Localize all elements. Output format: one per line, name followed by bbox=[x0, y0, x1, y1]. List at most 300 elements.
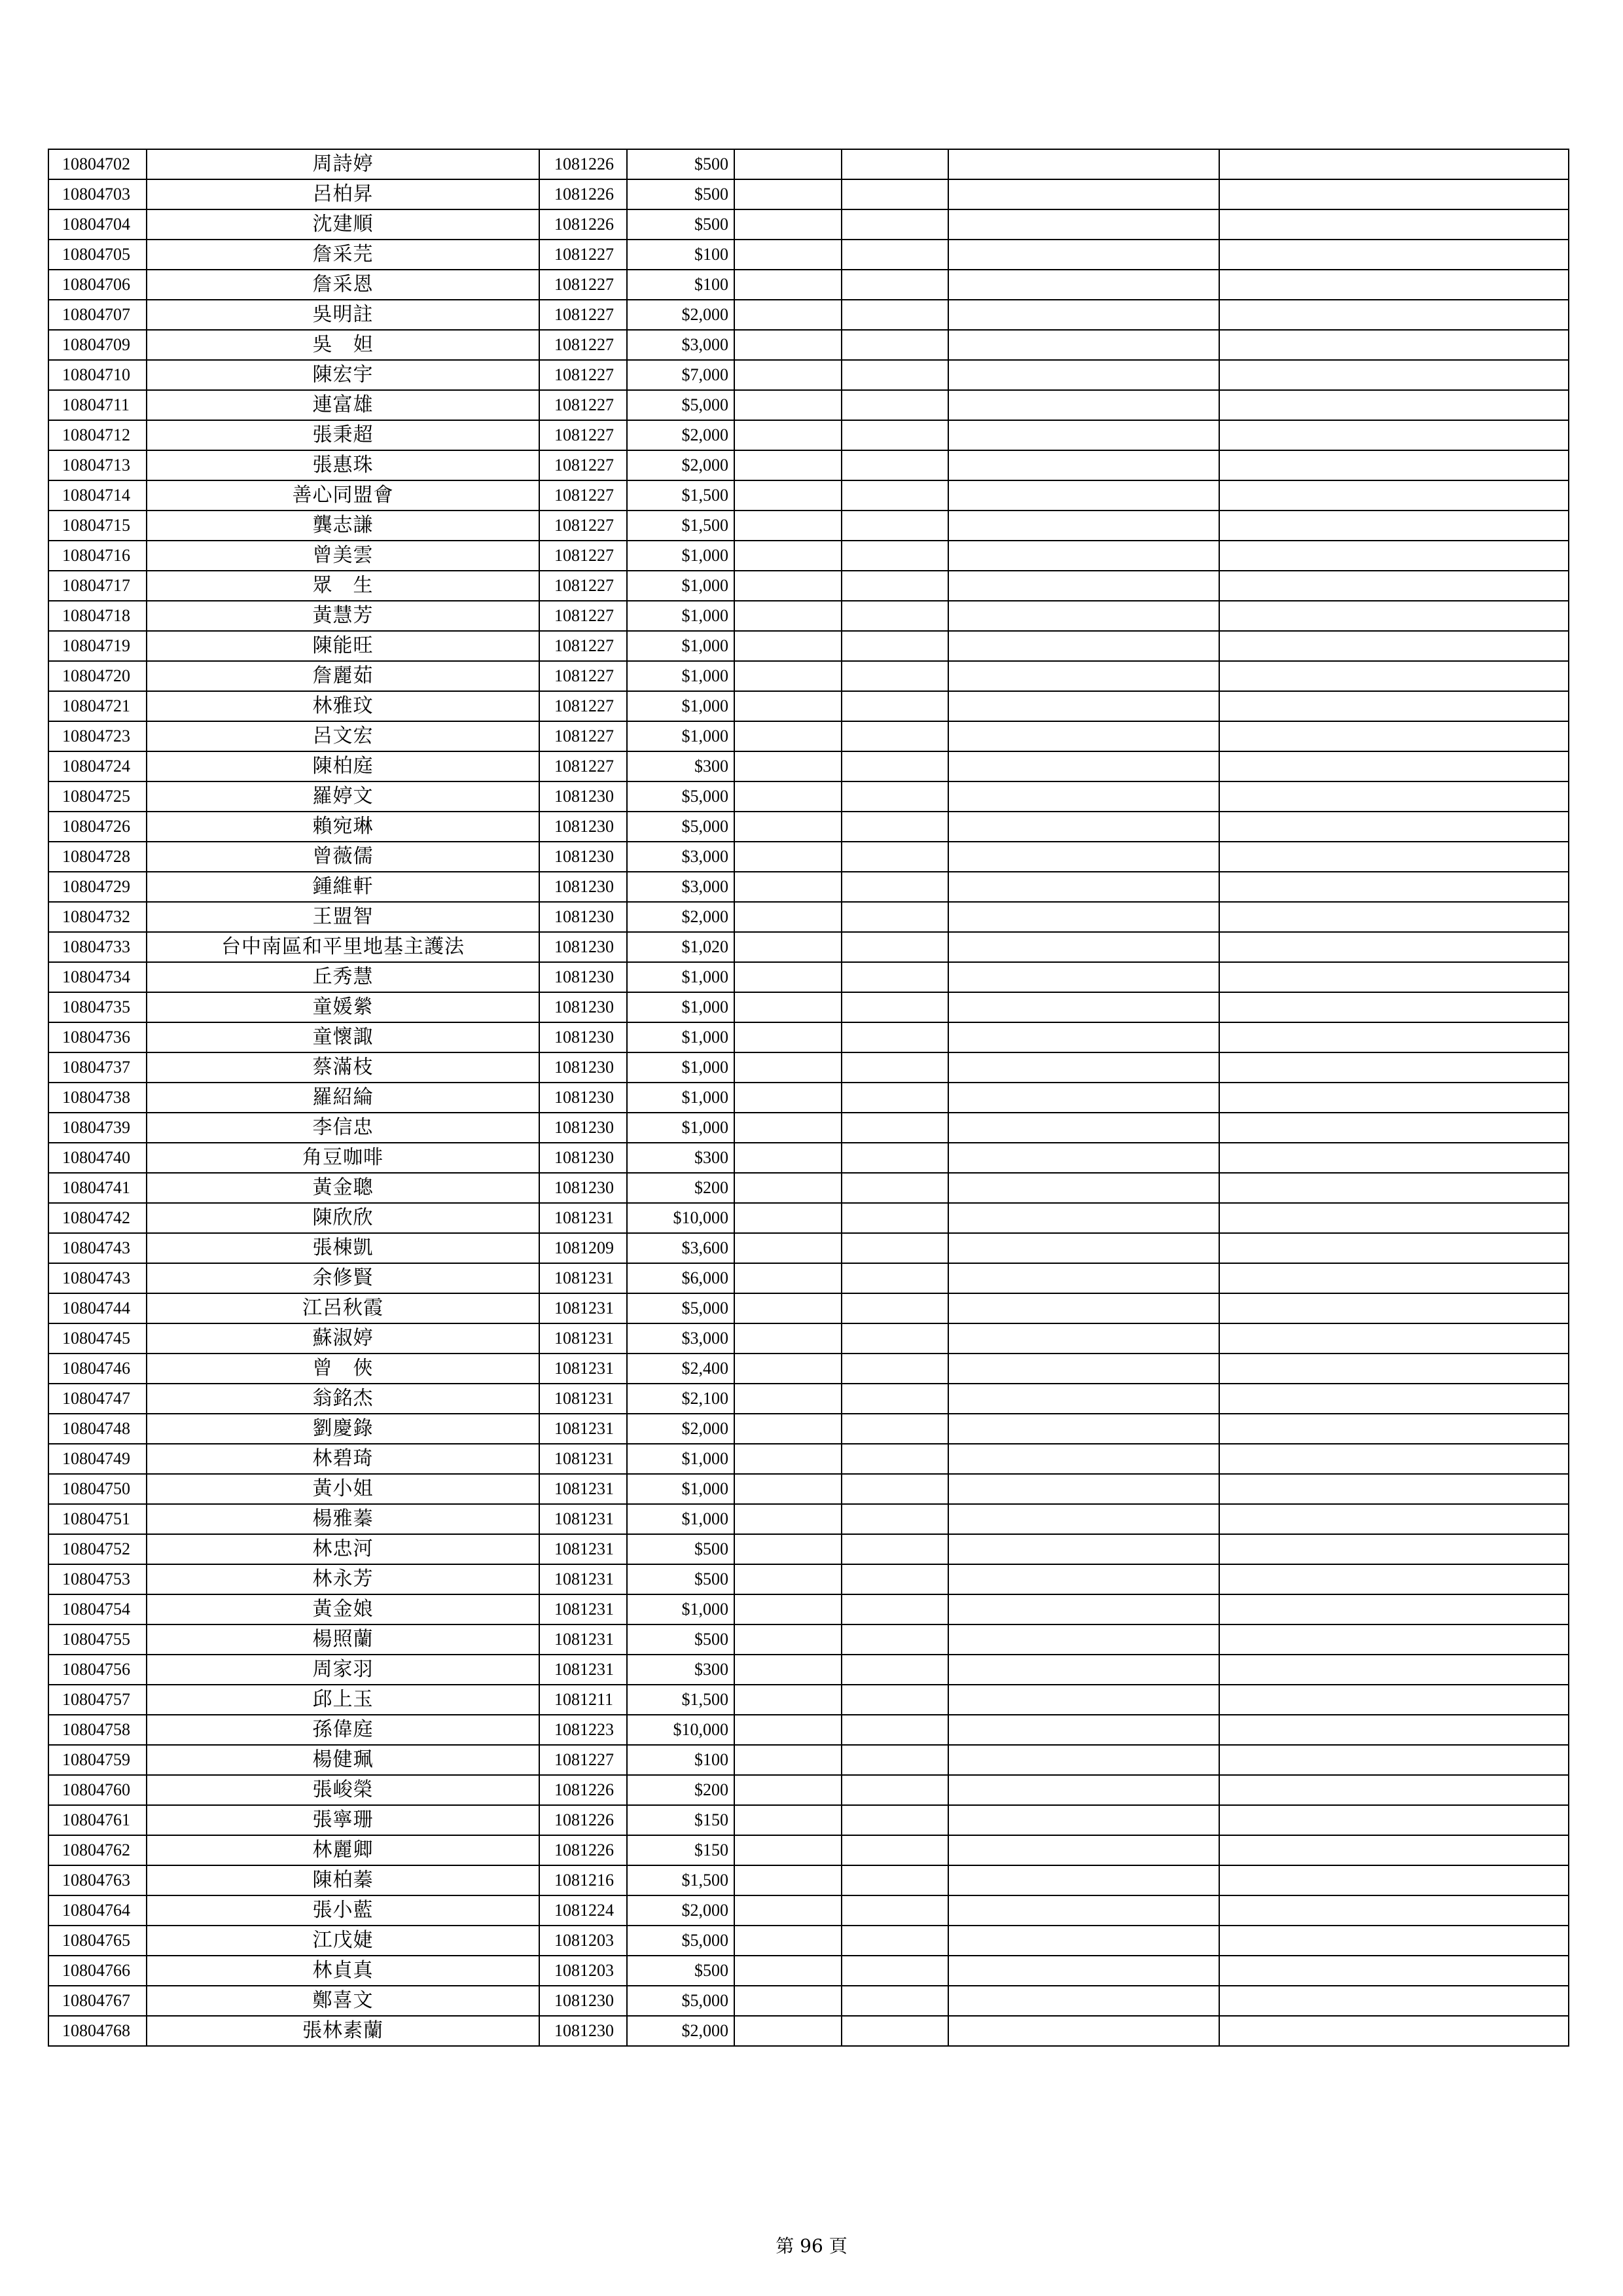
empty-cell bbox=[1219, 1143, 1569, 1173]
donation-date-cell: 1081226 bbox=[539, 1805, 627, 1835]
table-row bbox=[48, 812, 1569, 842]
receipt-number-cell: 10804712 bbox=[48, 420, 147, 450]
table-row bbox=[48, 962, 1569, 992]
empty-cell bbox=[948, 1865, 1219, 1895]
donation-date-cell: 1081230 bbox=[539, 1083, 627, 1113]
empty-cell bbox=[842, 1956, 948, 1986]
donor-name-cell: 李信忠 bbox=[147, 1113, 539, 1143]
receipt-number-cell: 10804759 bbox=[48, 1745, 147, 1775]
empty-cell bbox=[1219, 1655, 1569, 1685]
table-row bbox=[48, 300, 1569, 330]
receipt-number-cell: 10804751 bbox=[48, 1504, 147, 1534]
empty-cell bbox=[948, 661, 1219, 691]
empty-cell bbox=[1219, 1444, 1569, 1474]
empty-cell bbox=[948, 1143, 1219, 1173]
empty-cell bbox=[842, 962, 948, 992]
empty-cell bbox=[1219, 661, 1569, 691]
empty-cell bbox=[734, 1323, 842, 1354]
empty-cell bbox=[948, 1715, 1219, 1745]
donation-date-cell: 1081227 bbox=[539, 270, 627, 300]
donor-name-cell: 陳欣欣 bbox=[147, 1203, 539, 1233]
donor-name-cell: 楊照蘭 bbox=[147, 1624, 539, 1655]
empty-cell bbox=[948, 541, 1219, 571]
empty-cell bbox=[948, 1384, 1219, 1414]
donation-date-cell: 1081227 bbox=[539, 661, 627, 691]
empty-cell bbox=[734, 1745, 842, 1775]
donor-name-cell: 林貞真 bbox=[147, 1956, 539, 1986]
empty-cell bbox=[842, 270, 948, 300]
donation-date-cell: 1081227 bbox=[539, 751, 627, 781]
donor-name-cell: 張棟凱 bbox=[147, 1233, 539, 1263]
table-row bbox=[48, 1203, 1569, 1233]
table-row bbox=[48, 1926, 1569, 1956]
empty-cell bbox=[734, 1143, 842, 1173]
donor-name-cell: 張寧珊 bbox=[147, 1805, 539, 1835]
empty-cell bbox=[734, 1414, 842, 1444]
empty-cell bbox=[842, 1384, 948, 1414]
donor-name-cell: 呂柏昇 bbox=[147, 179, 539, 209]
donor-name-cell: 黃金聰 bbox=[147, 1173, 539, 1203]
empty-cell bbox=[734, 962, 842, 992]
empty-cell bbox=[948, 1022, 1219, 1052]
donation-date-cell: 1081231 bbox=[539, 1504, 627, 1534]
table-row bbox=[48, 330, 1569, 360]
donor-name-cell: 羅紹綸 bbox=[147, 1083, 539, 1113]
donor-name-cell: 邱上玉 bbox=[147, 1685, 539, 1715]
empty-cell bbox=[734, 541, 842, 571]
empty-cell bbox=[1219, 631, 1569, 661]
donor-name-cell: 曾薇儒 bbox=[147, 842, 539, 872]
empty-cell bbox=[1219, 240, 1569, 270]
donor-name-cell: 丘秀慧 bbox=[147, 962, 539, 992]
donation-date-cell: 1081230 bbox=[539, 1143, 627, 1173]
receipt-number-cell: 10804755 bbox=[48, 1624, 147, 1655]
empty-cell bbox=[734, 480, 842, 511]
donor-name-cell: 童懷諏 bbox=[147, 1022, 539, 1052]
donation-date-cell: 1081227 bbox=[539, 240, 627, 270]
donation-amount-cell: $200 bbox=[627, 1173, 734, 1203]
donation-amount-cell: $10,000 bbox=[627, 1203, 734, 1233]
table-row bbox=[48, 480, 1569, 511]
empty-cell bbox=[734, 1564, 842, 1594]
donation-amount-cell: $2,000 bbox=[627, 300, 734, 330]
table-row bbox=[48, 902, 1569, 932]
table-row bbox=[48, 1052, 1569, 1083]
empty-cell bbox=[1219, 179, 1569, 209]
donation-date-cell: 1081230 bbox=[539, 812, 627, 842]
empty-cell bbox=[734, 1444, 842, 1474]
donation-amount-cell: $1,000 bbox=[627, 1504, 734, 1534]
donor-name-cell: 林碧琦 bbox=[147, 1444, 539, 1474]
donor-name-cell: 翁銘杰 bbox=[147, 1384, 539, 1414]
empty-cell bbox=[734, 1263, 842, 1293]
empty-cell bbox=[1219, 360, 1569, 390]
empty-cell bbox=[734, 270, 842, 300]
empty-cell bbox=[734, 1835, 842, 1865]
donor-name-cell: 張林素蘭 bbox=[147, 2016, 539, 2046]
donation-amount-cell: $5,000 bbox=[627, 812, 734, 842]
receipt-number-cell: 10804706 bbox=[48, 270, 147, 300]
empty-cell bbox=[842, 1263, 948, 1293]
receipt-number-cell: 10804705 bbox=[48, 240, 147, 270]
empty-cell bbox=[842, 691, 948, 721]
donation-amount-cell: $2,000 bbox=[627, 1414, 734, 1444]
receipt-number-cell: 10804716 bbox=[48, 541, 147, 571]
empty-cell bbox=[842, 812, 948, 842]
donor-name-cell: 陳柏蓁 bbox=[147, 1865, 539, 1895]
table-row bbox=[48, 1233, 1569, 1263]
receipt-number-cell: 10804714 bbox=[48, 480, 147, 511]
empty-cell bbox=[948, 1504, 1219, 1534]
donation-amount-cell: $2,000 bbox=[627, 902, 734, 932]
donation-amount-cell: $1,000 bbox=[627, 1052, 734, 1083]
empty-cell bbox=[948, 1083, 1219, 1113]
empty-cell bbox=[948, 1052, 1219, 1083]
empty-cell bbox=[842, 1926, 948, 1956]
empty-cell bbox=[734, 360, 842, 390]
empty-cell bbox=[948, 1926, 1219, 1956]
receipt-number-cell: 10804737 bbox=[48, 1052, 147, 1083]
donation-table-body bbox=[48, 149, 1569, 2046]
empty-cell bbox=[948, 812, 1219, 842]
donor-name-cell: 蔡滿枝 bbox=[147, 1052, 539, 1083]
donor-name-cell: 周詩婷 bbox=[147, 149, 539, 179]
empty-cell bbox=[842, 1685, 948, 1715]
donation-amount-cell: $1,000 bbox=[627, 1594, 734, 1624]
receipt-number-cell: 10804739 bbox=[48, 1113, 147, 1143]
receipt-number-cell: 10804754 bbox=[48, 1594, 147, 1624]
empty-cell bbox=[948, 932, 1219, 962]
donation-date-cell: 1081227 bbox=[539, 480, 627, 511]
donation-date-cell: 1081231 bbox=[539, 1655, 627, 1685]
donation-date-cell: 1081224 bbox=[539, 1895, 627, 1926]
empty-cell bbox=[1219, 511, 1569, 541]
receipt-number-cell: 10804707 bbox=[48, 300, 147, 330]
empty-cell bbox=[734, 1233, 842, 1263]
empty-cell bbox=[1219, 1323, 1569, 1354]
donation-date-cell: 1081203 bbox=[539, 1956, 627, 1986]
empty-cell bbox=[948, 1594, 1219, 1624]
empty-cell bbox=[1219, 1715, 1569, 1745]
donation-date-cell: 1081227 bbox=[539, 300, 627, 330]
receipt-number-cell: 10804718 bbox=[48, 601, 147, 631]
receipt-number-cell: 10804702 bbox=[48, 149, 147, 179]
empty-cell bbox=[842, 360, 948, 390]
empty-cell bbox=[734, 661, 842, 691]
empty-cell bbox=[734, 1715, 842, 1745]
empty-cell bbox=[1219, 1775, 1569, 1805]
empty-cell bbox=[1219, 209, 1569, 240]
empty-cell bbox=[734, 2016, 842, 2046]
empty-cell bbox=[948, 1173, 1219, 1203]
donation-date-cell: 1081211 bbox=[539, 1685, 627, 1715]
donation-amount-cell: $1,000 bbox=[627, 721, 734, 751]
receipt-number-cell: 10804745 bbox=[48, 1323, 147, 1354]
empty-cell bbox=[948, 1986, 1219, 2016]
receipt-number-cell: 10804760 bbox=[48, 1775, 147, 1805]
empty-cell bbox=[948, 240, 1219, 270]
empty-cell bbox=[948, 781, 1219, 812]
empty-cell bbox=[842, 1624, 948, 1655]
empty-cell bbox=[734, 1083, 842, 1113]
empty-cell bbox=[734, 1895, 842, 1926]
empty-cell bbox=[948, 1805, 1219, 1835]
empty-cell bbox=[1219, 1414, 1569, 1444]
receipt-number-cell: 10804766 bbox=[48, 1956, 147, 1986]
table-row bbox=[48, 420, 1569, 450]
empty-cell bbox=[1219, 932, 1569, 962]
donation-date-cell: 1081231 bbox=[539, 1474, 627, 1504]
empty-cell bbox=[948, 1956, 1219, 1986]
donor-name-cell: 童媛縈 bbox=[147, 992, 539, 1022]
empty-cell bbox=[842, 872, 948, 902]
donation-amount-cell: $500 bbox=[627, 1564, 734, 1594]
donation-amount-cell: $2,000 bbox=[627, 1895, 734, 1926]
donation-amount-cell: $200 bbox=[627, 1775, 734, 1805]
empty-cell bbox=[1219, 1474, 1569, 1504]
donor-name-cell: 張峻榮 bbox=[147, 1775, 539, 1805]
table-row bbox=[48, 149, 1569, 179]
table-row bbox=[48, 721, 1569, 751]
donor-name-cell: 周家羽 bbox=[147, 1655, 539, 1685]
empty-cell bbox=[734, 721, 842, 751]
empty-cell bbox=[842, 1564, 948, 1594]
empty-cell bbox=[948, 1414, 1219, 1444]
empty-cell bbox=[734, 1534, 842, 1564]
donation-date-cell: 1081230 bbox=[539, 781, 627, 812]
empty-cell bbox=[842, 1655, 948, 1685]
donation-date-cell: 1081226 bbox=[539, 179, 627, 209]
donor-name-cell: 詹采恩 bbox=[147, 270, 539, 300]
empty-cell bbox=[1219, 1956, 1569, 1986]
donation-amount-cell: $300 bbox=[627, 751, 734, 781]
empty-cell bbox=[1219, 1745, 1569, 1775]
receipt-number-cell: 10804728 bbox=[48, 842, 147, 872]
donation-amount-cell: $500 bbox=[627, 179, 734, 209]
empty-cell bbox=[842, 1143, 948, 1173]
receipt-number-cell: 10804761 bbox=[48, 1805, 147, 1835]
table-row bbox=[48, 1594, 1569, 1624]
receipt-number-cell: 10804764 bbox=[48, 1895, 147, 1926]
receipt-number-cell: 10804721 bbox=[48, 691, 147, 721]
donation-amount-cell: $1,000 bbox=[627, 571, 734, 601]
donor-name-cell: 眾 生 bbox=[147, 571, 539, 601]
donor-name-cell: 台中南區和平里地基主護法 bbox=[147, 932, 539, 962]
empty-cell bbox=[734, 1354, 842, 1384]
empty-cell bbox=[842, 902, 948, 932]
empty-cell bbox=[1219, 450, 1569, 480]
empty-cell bbox=[1219, 902, 1569, 932]
empty-cell bbox=[948, 1624, 1219, 1655]
table-row bbox=[48, 631, 1569, 661]
empty-cell bbox=[1219, 751, 1569, 781]
receipt-number-cell: 10804742 bbox=[48, 1203, 147, 1233]
empty-cell bbox=[734, 1052, 842, 1083]
empty-cell bbox=[1219, 1835, 1569, 1865]
table-row bbox=[48, 1775, 1569, 1805]
empty-cell bbox=[842, 601, 948, 631]
empty-cell bbox=[734, 1022, 842, 1052]
empty-cell bbox=[734, 450, 842, 480]
donor-name-cell: 吳明註 bbox=[147, 300, 539, 330]
table-row bbox=[48, 209, 1569, 240]
donation-amount-cell: $1,000 bbox=[627, 992, 734, 1022]
donation-date-cell: 1081230 bbox=[539, 962, 627, 992]
donor-name-cell: 善心同盟會 bbox=[147, 480, 539, 511]
table-row bbox=[48, 1384, 1569, 1414]
empty-cell bbox=[948, 330, 1219, 360]
empty-cell bbox=[948, 1113, 1219, 1143]
table-row bbox=[48, 932, 1569, 962]
table-row bbox=[48, 1835, 1569, 1865]
empty-cell bbox=[842, 209, 948, 240]
empty-cell bbox=[842, 1173, 948, 1203]
donation-date-cell: 1081231 bbox=[539, 1293, 627, 1323]
donor-name-cell: 林永芳 bbox=[147, 1564, 539, 1594]
empty-cell bbox=[1219, 1805, 1569, 1835]
empty-cell bbox=[842, 1203, 948, 1233]
empty-cell bbox=[734, 1624, 842, 1655]
table-row bbox=[48, 1143, 1569, 1173]
empty-cell bbox=[842, 1775, 948, 1805]
donation-amount-cell: $2,100 bbox=[627, 1384, 734, 1414]
empty-cell bbox=[842, 149, 948, 179]
empty-cell bbox=[842, 1113, 948, 1143]
receipt-number-cell: 10804717 bbox=[48, 571, 147, 601]
empty-cell bbox=[734, 601, 842, 631]
empty-cell bbox=[842, 2016, 948, 2046]
empty-cell bbox=[842, 1233, 948, 1263]
donor-name-cell: 劉慶錄 bbox=[147, 1414, 539, 1444]
empty-cell bbox=[842, 240, 948, 270]
empty-cell bbox=[842, 330, 948, 360]
donation-date-cell: 1081231 bbox=[539, 1384, 627, 1414]
empty-cell bbox=[948, 1263, 1219, 1293]
donation-date-cell: 1081227 bbox=[539, 541, 627, 571]
empty-cell bbox=[1219, 480, 1569, 511]
donation-date-cell: 1081231 bbox=[539, 1594, 627, 1624]
empty-cell bbox=[734, 812, 842, 842]
empty-cell bbox=[1219, 601, 1569, 631]
donation-date-cell: 1081227 bbox=[539, 1745, 627, 1775]
donor-name-cell: 蘇淑婷 bbox=[147, 1323, 539, 1354]
empty-cell bbox=[1219, 1173, 1569, 1203]
table-row bbox=[48, 1504, 1569, 1534]
empty-cell bbox=[734, 992, 842, 1022]
empty-cell bbox=[1219, 1083, 1569, 1113]
empty-cell bbox=[948, 631, 1219, 661]
empty-cell bbox=[948, 1354, 1219, 1384]
empty-cell bbox=[1219, 1895, 1569, 1926]
donor-name-cell: 楊健珮 bbox=[147, 1745, 539, 1775]
donation-amount-cell: $3,000 bbox=[627, 1323, 734, 1354]
table-row bbox=[48, 1534, 1569, 1564]
empty-cell bbox=[948, 360, 1219, 390]
donation-amount-cell: $2,000 bbox=[627, 450, 734, 480]
receipt-number-cell: 10804743 bbox=[48, 1263, 147, 1293]
donation-amount-cell: $3,000 bbox=[627, 872, 734, 902]
empty-cell bbox=[842, 1895, 948, 1926]
empty-cell bbox=[734, 1113, 842, 1143]
table-row bbox=[48, 1022, 1569, 1052]
table-row bbox=[48, 691, 1569, 721]
empty-cell bbox=[734, 179, 842, 209]
empty-cell bbox=[842, 179, 948, 209]
donation-table bbox=[48, 149, 1569, 2047]
table-row bbox=[48, 1956, 1569, 1986]
donor-name-cell: 鍾維軒 bbox=[147, 872, 539, 902]
empty-cell bbox=[948, 842, 1219, 872]
receipt-number-cell: 10804715 bbox=[48, 511, 147, 541]
donation-date-cell: 1081230 bbox=[539, 1173, 627, 1203]
empty-cell bbox=[842, 1986, 948, 2016]
receipt-number-cell: 10804765 bbox=[48, 1926, 147, 1956]
table-row bbox=[48, 390, 1569, 420]
donor-name-cell: 曾美雲 bbox=[147, 541, 539, 571]
empty-cell bbox=[842, 1745, 948, 1775]
donation-amount-cell: $3,600 bbox=[627, 1233, 734, 1263]
table-row bbox=[48, 842, 1569, 872]
receipt-number-cell: 10804767 bbox=[48, 1986, 147, 2016]
donation-date-cell: 1081227 bbox=[539, 721, 627, 751]
donor-name-cell: 賴宛琳 bbox=[147, 812, 539, 842]
donation-date-cell: 1081230 bbox=[539, 902, 627, 932]
receipt-number-cell: 10804719 bbox=[48, 631, 147, 661]
empty-cell bbox=[734, 842, 842, 872]
empty-cell bbox=[734, 1173, 842, 1203]
donor-name-cell: 張惠珠 bbox=[147, 450, 539, 480]
empty-cell bbox=[948, 601, 1219, 631]
empty-cell bbox=[1219, 781, 1569, 812]
empty-cell bbox=[734, 902, 842, 932]
donor-name-cell: 羅婷文 bbox=[147, 781, 539, 812]
empty-cell bbox=[948, 209, 1219, 240]
donation-date-cell: 1081231 bbox=[539, 1203, 627, 1233]
donor-name-cell: 曾 俠 bbox=[147, 1354, 539, 1384]
empty-cell bbox=[842, 1865, 948, 1895]
table-row bbox=[48, 270, 1569, 300]
table-row bbox=[48, 661, 1569, 691]
empty-cell bbox=[948, 1835, 1219, 1865]
empty-cell bbox=[1219, 842, 1569, 872]
empty-cell bbox=[948, 450, 1219, 480]
table-row bbox=[48, 1865, 1569, 1895]
empty-cell bbox=[1219, 149, 1569, 179]
receipt-number-cell: 10804743 bbox=[48, 1233, 147, 1263]
table-row bbox=[48, 1624, 1569, 1655]
empty-cell bbox=[842, 450, 948, 480]
donation-date-cell: 1081231 bbox=[539, 1263, 627, 1293]
empty-cell bbox=[948, 1323, 1219, 1354]
empty-cell bbox=[842, 1444, 948, 1474]
empty-cell bbox=[734, 1474, 842, 1504]
table-row bbox=[48, 1354, 1569, 1384]
empty-cell bbox=[948, 1534, 1219, 1564]
table-row bbox=[48, 1655, 1569, 1685]
table-row bbox=[48, 781, 1569, 812]
donor-name-cell: 沈建順 bbox=[147, 209, 539, 240]
donation-amount-cell: $1,000 bbox=[627, 1474, 734, 1504]
donation-amount-cell: $500 bbox=[627, 209, 734, 240]
donation-amount-cell: $5,000 bbox=[627, 390, 734, 420]
donation-amount-cell: $500 bbox=[627, 149, 734, 179]
donation-amount-cell: $1,500 bbox=[627, 511, 734, 541]
empty-cell bbox=[842, 661, 948, 691]
donation-date-cell: 1081226 bbox=[539, 209, 627, 240]
donation-date-cell: 1081226 bbox=[539, 1775, 627, 1805]
receipt-number-cell: 10804709 bbox=[48, 330, 147, 360]
empty-cell bbox=[948, 751, 1219, 781]
